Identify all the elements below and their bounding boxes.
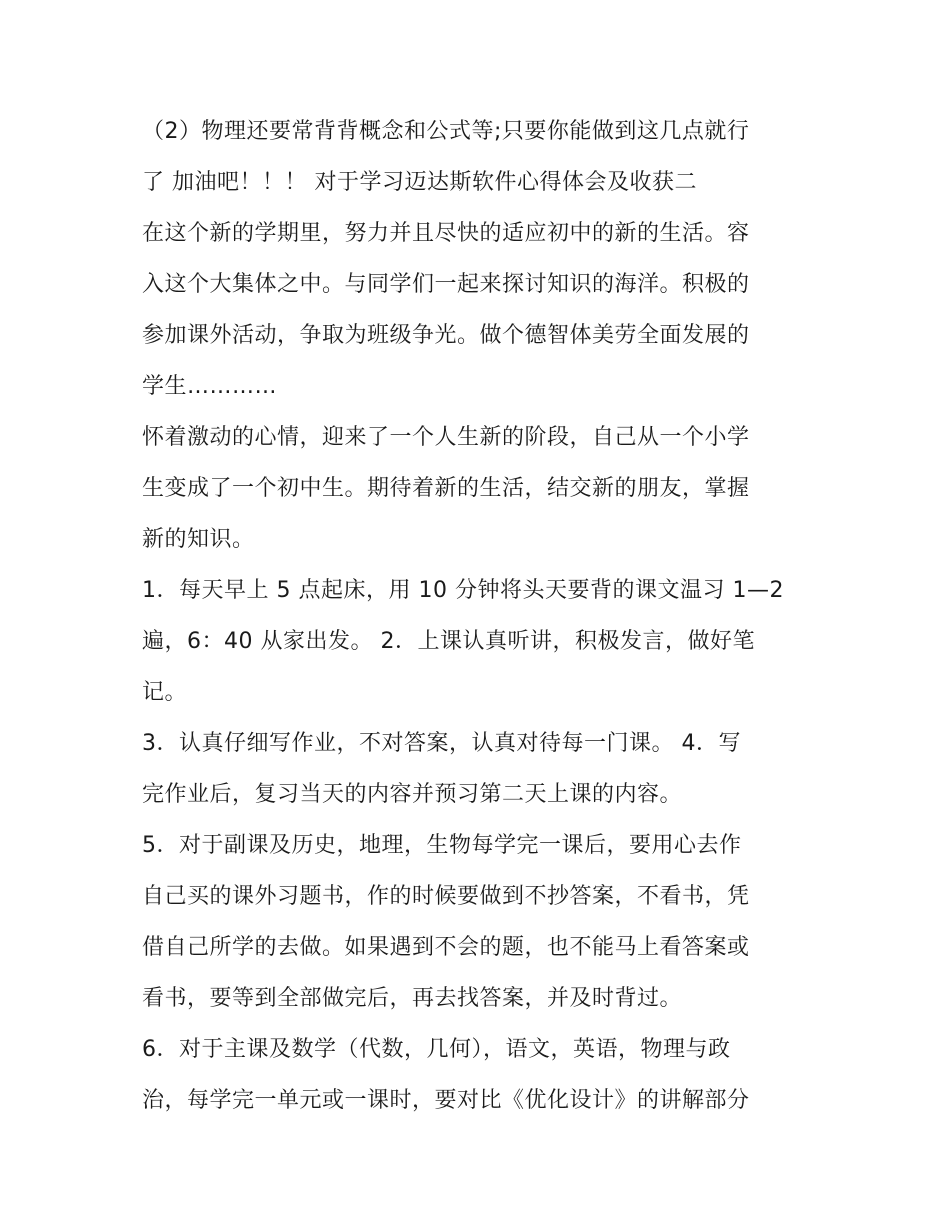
text-line: 借自己所学的去做。如果遇到不会的题，也不能马上看答案或 [142,935,750,960]
text-line: 学生………… [142,374,278,399]
text-line: 1．每天早上 5 点起床，用 10 分钟将头天要背的课文温习 1—2 [142,578,784,603]
text-line: 治，每学完一单元或一课时，要对比《优化设计》的讲解部分 [142,1088,750,1113]
text-line: 完作业后，复习当天的内容并预习第二天上课的内容。 [142,782,683,807]
text-line: 遍，6：40 从家出发。 2．上课认真听讲，积极发言，做好笔 [142,629,755,654]
text-line: 了 加油吧！！！ 对于学习迈达斯软件心得体会及收获二 [142,170,697,195]
document-body [142,106,822,1126]
text-line: 记。 [142,680,188,705]
text-line: 参加课外活动，争取为班级争光。做个德智体美劳全面发展的 [142,323,750,348]
text-line: 在这个新的学期里，努力并且尽快的适应初中的新的生活。容 [142,221,750,246]
text-line: 6．对于主课及数学（代数，几何），语文，英语，物理与政 [142,1037,731,1062]
text-line: 新的知识。 [142,527,255,552]
text-line: （2）物理还要常背背概念和公式等;只要你能做到这几点就行 [142,119,750,144]
text-line: 5．对于副课及历史，地理，生物每学完一课后，要用心去作 [142,833,742,858]
text-line: 自己买的课外习题书，作的时候要做到不抄答案，不看书，凭 [142,884,750,909]
text-line: 看书，要等到全部做完后，再去找答案，并及时背过。 [142,986,683,1011]
text-line: 怀着激动的心情，迎来了一个人生新的阶段，自己从一个小学 [142,425,750,450]
text-line: 3．认真仔细写作业，不对答案，认真对待每一门课。 4．写 [142,731,741,756]
text-line: 生变成了一个初中生。期待着新的生活，结交新的朋友，掌握 [142,476,750,501]
text-line: 入这个大集体之中。与同学们一起来探讨知识的海洋。积极的 [142,272,750,297]
